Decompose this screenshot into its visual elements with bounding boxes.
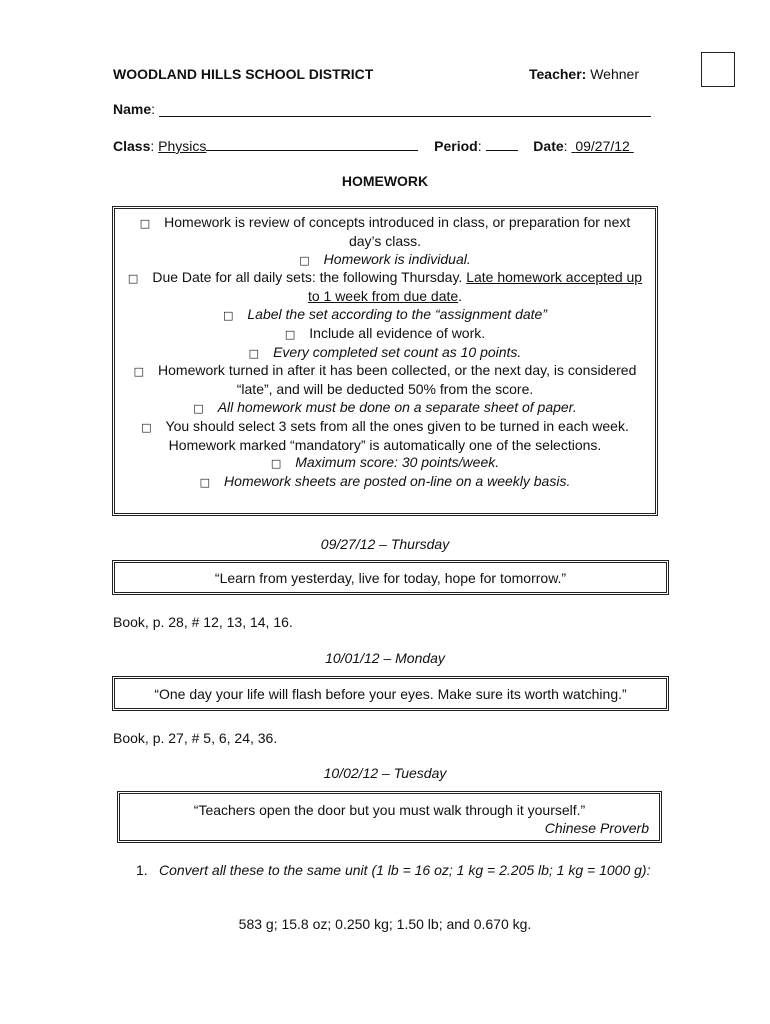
date-label: Date: [533, 138, 564, 154]
square-bullet-icon: □: [141, 420, 152, 434]
square-bullet-icon: □: [270, 457, 282, 471]
quote-text: “Teachers open the door but you must walk through it yourself.”: [193, 802, 586, 818]
class-label: Class: [113, 138, 151, 154]
rule-item: □ You should select 3 sets from all the ones given to be turned in each week. Homework marked “mandatory” is automatically one of the selections.: [141, 417, 629, 453]
rule-item: □ Homework is individual.: [125, 251, 645, 270]
assignment-text: Book, p. 28, # 12, 13, 14, 16.: [113, 614, 293, 630]
quote-text: “One day your life will flash before your eyes. Make sure its worth watching.”: [154, 686, 627, 702]
rule-item: □ Homework is review of concepts introduced in class, or preparation for next day’s class.: [139, 214, 631, 249]
rule-item: □ All homework must be done on a separate sheet of paper.: [125, 399, 645, 418]
quote-box: [112, 676, 669, 711]
rule-item: □ Label the set according to the “assignment date”: [125, 306, 645, 325]
square-bullet-icon: □: [284, 327, 296, 341]
name-blank[interactable]: [159, 102, 651, 117]
problem-number: 1.: [136, 862, 148, 878]
name-field: Name :: [113, 101, 651, 117]
rule-item: □ Every completed set count as 10 points.: [125, 344, 645, 363]
square-bullet-icon: □: [299, 253, 310, 267]
rule-item: □ Include all evidence of work.: [125, 325, 645, 344]
square-bullet-icon: □: [248, 346, 260, 360]
quote-attribution: Chinese Proverb: [544, 820, 649, 836]
teacher-field: [529, 66, 639, 82]
teacher-name: Wehner: [590, 66, 639, 82]
entry-date: 10/01/12 – Monday: [325, 650, 445, 666]
square-bullet-icon: □: [193, 401, 204, 415]
rules-list: [125, 214, 645, 492]
square-bullet-icon: □: [139, 217, 151, 230]
entry-date: 09/27/12 – Thursday: [320, 536, 450, 552]
problem-text: Convert all these to the same unit (1 lb = 16 oz; 1 kg = 2.205 lb; 1 kg = 1000 g):: [159, 862, 651, 878]
class-value: Physics: [158, 138, 207, 154]
square-bullet-icon: □: [199, 476, 211, 490]
date-value: 09/27/12: [575, 138, 630, 154]
quote-text: “Learn from yesterday, live for today, hope for tomorrow.”: [214, 570, 567, 586]
rule-item: □ Homework turned in after it has been collected, or the next day, is considered “late”, and will be deducted 50% from the score.: [133, 362, 637, 398]
corner-box: [701, 52, 735, 87]
period-blank[interactable]: [486, 137, 518, 151]
name-label: Name: [113, 101, 152, 117]
square-bullet-icon: □: [133, 365, 145, 379]
problem-values: 583 g; 15.8 oz; 0.250 kg; 1.50 lb; and 0.670 kg.: [238, 916, 532, 932]
rule-item: □ Maximum score: 30 points/week.: [125, 454, 645, 473]
assignment-text: Book, p. 27, # 5, 6, 24, 36.: [113, 730, 278, 746]
square-bullet-icon: □: [222, 308, 234, 322]
district-name: WOODLAND HILLS SCHOOL DISTRICT: [113, 66, 374, 82]
square-bullet-icon: □: [127, 272, 139, 286]
homework-title: HOMEWORK: [341, 173, 429, 189]
quote-box: [117, 791, 662, 843]
teacher-label: Teacher:: [529, 66, 587, 82]
rule-item: □ Homework sheets are posted on-line on a weekly basis.: [125, 473, 645, 492]
entry-date: 10/02/12 – Tuesday: [323, 765, 447, 781]
quote-box: [112, 560, 669, 595]
rule-item: □ Due Date for all daily sets: the following Thursday. Late homework accepted up to 1 week from due date.: [127, 269, 643, 305]
class-row: Class: Physics Period: Date: 09/27/12: [113, 137, 653, 154]
period-label: Period: [434, 138, 478, 154]
problem-item: [136, 861, 656, 879]
class-blank[interactable]: [206, 137, 418, 151]
